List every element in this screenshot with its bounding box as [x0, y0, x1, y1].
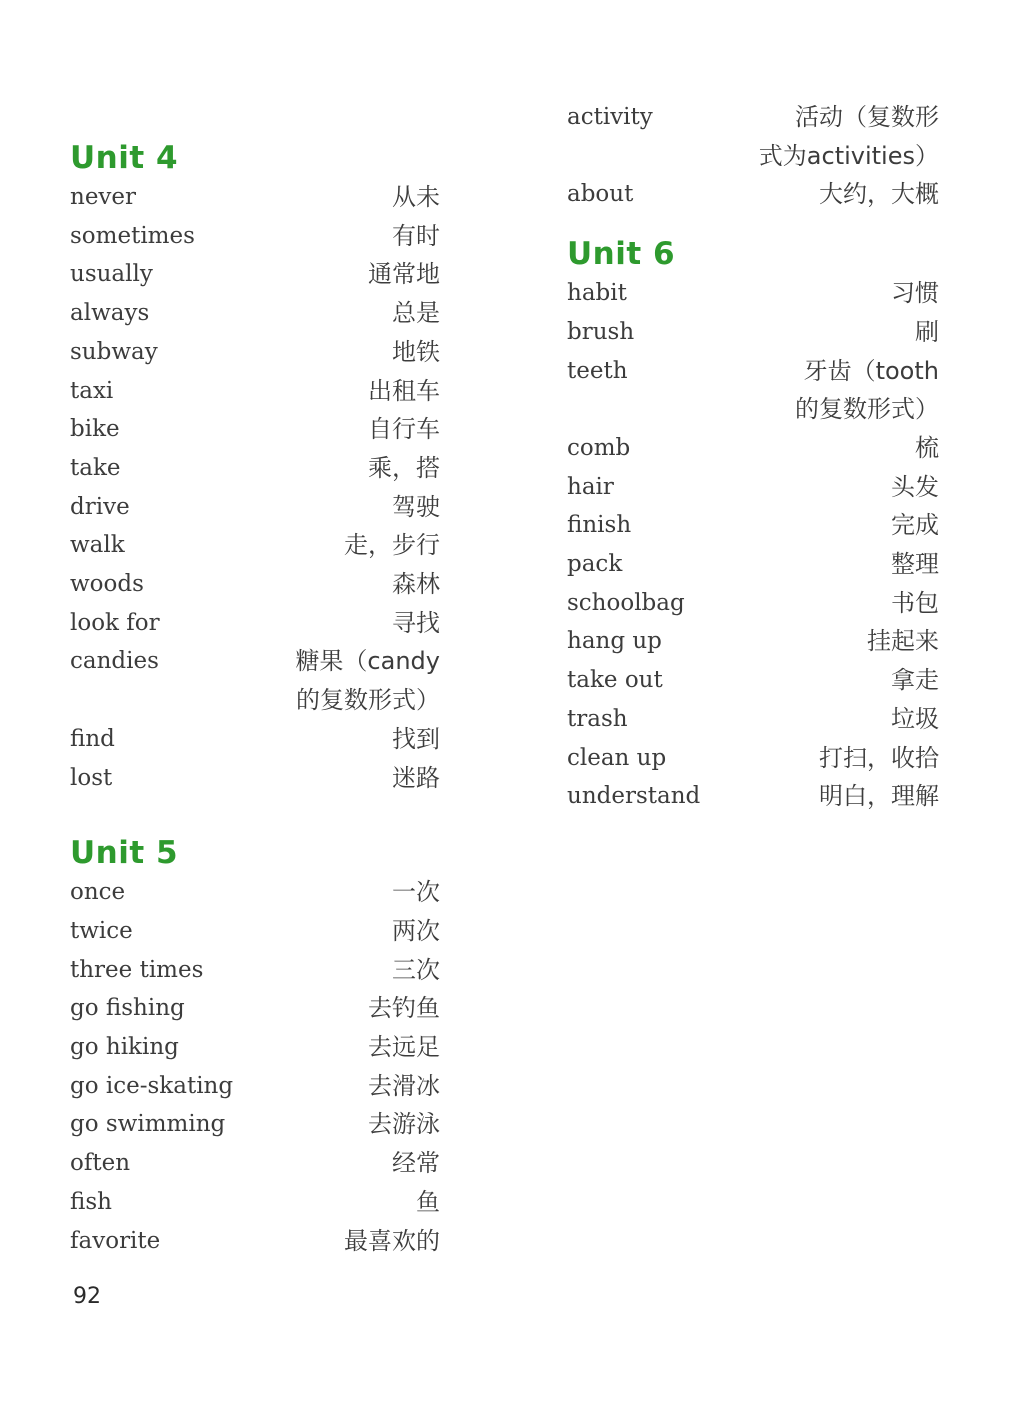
vocab-meaning: [392, 1144, 440, 1183]
vocab-meaning: [891, 584, 939, 623]
unit-4-heading: Unit 4: [70, 140, 179, 176]
meaning-line: 有时: [392, 221, 440, 250]
left-column: [70, 138, 440, 1260]
vocab-word: once: [70, 879, 126, 906]
vocab-word: favorite: [70, 1227, 161, 1254]
meaning-line: 通常地: [368, 260, 440, 289]
vocab-entry: [70, 178, 440, 217]
meaning-line: 拿走: [891, 666, 939, 695]
vocab-entry: [70, 1067, 440, 1106]
vocab-meaning: [891, 506, 939, 545]
unit-5-list: [70, 873, 440, 1260]
meaning-line: 自行车: [368, 415, 440, 444]
vocab-entry: [70, 217, 440, 256]
vocab-entry: [70, 1144, 440, 1183]
meaning-line: 挂起来: [867, 627, 939, 656]
meaning-line: 找到: [392, 724, 440, 753]
vocab-meaning: [392, 951, 440, 990]
meaning-line: 出租车: [368, 376, 440, 405]
page-number: 92: [73, 1284, 101, 1309]
meaning-line: 打扫，收拾: [819, 743, 939, 772]
vocab-word: find: [70, 725, 115, 752]
vocab-meaning: [368, 989, 440, 1028]
vocab-meaning: [368, 372, 440, 411]
vocab-word: about: [567, 181, 634, 208]
vocab-entry: [70, 1183, 440, 1222]
vocab-word: hang up: [567, 628, 662, 655]
meaning-line: 书包: [891, 588, 939, 617]
meaning-line: 活动（复数形: [795, 103, 939, 131]
vocab-meaning: [368, 1067, 440, 1106]
vocab-entry: [567, 506, 939, 545]
vocab-meaning: [891, 545, 939, 584]
vocab-entry: [70, 1028, 440, 1067]
vocab-word: activity: [567, 104, 653, 130]
vocab-word: usually: [70, 261, 153, 288]
vocab-entry: [567, 98, 939, 175]
vocab-word: walk: [70, 532, 125, 559]
continued-list: [567, 98, 939, 214]
vocab-word: woods: [70, 571, 144, 598]
vocab-word: often: [70, 1150, 131, 1177]
meaning-line: 三次: [392, 955, 440, 984]
vocab-meaning: [368, 1105, 440, 1144]
vocab-entry: [70, 912, 440, 951]
vocab-meaning: [392, 912, 440, 951]
vocab-word: understand: [567, 783, 701, 810]
vocab-meaning: [392, 720, 440, 759]
vocab-meaning: [368, 449, 440, 488]
vocab-entry: [70, 951, 440, 990]
vocab-word: never: [70, 184, 137, 210]
vocab-entry: [70, 255, 440, 294]
vocab-meaning: [819, 175, 939, 214]
vocab-meaning: [368, 1028, 440, 1067]
meaning-line: 寻找: [392, 608, 440, 637]
vocab-meaning: [392, 565, 440, 604]
meaning-line: 牙齿（tooth: [803, 356, 939, 385]
meaning-line: 头发: [891, 472, 939, 501]
meaning-line: 梳: [915, 433, 939, 462]
meaning-line: 去钓鱼: [368, 994, 440, 1023]
vocab-word: candies: [70, 648, 159, 675]
vocab-meaning: [392, 488, 440, 527]
vocab-entry: [567, 739, 939, 778]
vocab-entry: [70, 333, 440, 372]
vocab-meaning: [344, 1222, 440, 1261]
vocab-entry: [70, 372, 440, 411]
vocab-entry: [567, 313, 939, 352]
vocab-entry: [567, 274, 939, 313]
meaning-line: 驾驶: [392, 492, 440, 521]
meaning-line: 大约，大概: [819, 180, 939, 209]
unit-6-heading: Unit 6: [567, 236, 676, 273]
vocab-word: go fishing: [70, 995, 185, 1022]
vocab-word: lost: [70, 764, 113, 791]
vocab-meaning: [392, 178, 440, 217]
meaning-line: 去游泳: [368, 1110, 440, 1139]
vocab-word: take: [70, 454, 121, 481]
meaning-line: 垃圾: [891, 704, 939, 733]
vocab-meaning: [344, 526, 440, 565]
vocab-word: go hiking: [70, 1034, 179, 1061]
vocab-entry: [567, 584, 939, 623]
vocab-entry: [567, 468, 939, 507]
vocab-entry: [567, 175, 939, 214]
meaning-line: 明白，理解: [819, 782, 939, 811]
vocab-entry: [567, 777, 939, 816]
vocab-meaning: [295, 642, 440, 719]
meaning-line: 习惯: [891, 279, 939, 308]
meaning-line: 乘，搭: [368, 453, 440, 482]
unit-5-heading: Unit 5: [70, 835, 179, 872]
meaning-line: 地铁: [392, 337, 440, 366]
vocab-entry: [567, 352, 939, 429]
vocab-entry: [70, 294, 440, 333]
vocab-entry: [567, 622, 939, 661]
meaning-line: 刷: [915, 317, 939, 346]
vocab-entry: [70, 989, 440, 1028]
vocab-entry: [70, 720, 440, 759]
vocab-entry: [70, 410, 440, 449]
vocab-meaning: [392, 604, 440, 643]
unit-4-list: [70, 178, 440, 797]
vocab-meaning: [392, 333, 440, 372]
vocab-word: go swimming: [70, 1111, 226, 1138]
meaning-line: 去滑冰: [368, 1071, 440, 1100]
vocab-entry: [70, 604, 440, 643]
meaning-line: 最喜欢的: [344, 1226, 440, 1255]
vocab-meaning: [368, 410, 440, 449]
vocab-word: brush: [567, 318, 635, 345]
vocab-word: teeth: [567, 357, 628, 384]
vocab-meaning: [795, 352, 939, 429]
vocab-meaning: [392, 294, 440, 333]
vocab-meaning: [819, 739, 939, 778]
vocab-entry: [70, 526, 440, 565]
right-column: [567, 98, 939, 816]
vocab-meaning: [915, 429, 939, 468]
meaning-line: 森林: [392, 570, 440, 599]
vocab-meaning: [891, 274, 939, 313]
vocab-meaning: [368, 255, 440, 294]
vocab-word: twice: [70, 917, 133, 944]
vocab-word: hair: [567, 473, 614, 500]
vocab-meaning: [891, 468, 939, 507]
vocab-word: taxi: [70, 377, 114, 404]
vocab-entry: [70, 1222, 440, 1261]
vocab-word: finish: [567, 512, 632, 539]
vocab-word: look for: [70, 609, 160, 636]
meaning-line: 从未: [392, 183, 440, 211]
meaning-line: 整理: [891, 550, 939, 579]
vocab-word: bike: [70, 416, 120, 443]
meaning-line: 经常: [392, 1149, 440, 1178]
vocab-word: always: [70, 300, 150, 327]
meaning-line: 总是: [392, 299, 440, 328]
vocab-entry: [70, 565, 440, 604]
vocab-meaning: [891, 661, 939, 700]
vocab-entry: [70, 873, 440, 912]
vocab-word: drive: [70, 493, 130, 520]
vocab-word: three times: [70, 956, 204, 983]
vocab-word: trash: [567, 705, 628, 732]
vocab-word: fish: [70, 1188, 112, 1215]
vocab-entry: [567, 700, 939, 739]
vocab-meaning: [392, 217, 440, 256]
vocab-word: sometimes: [70, 222, 195, 249]
vocab-word: subway: [70, 338, 158, 365]
vocab-entry: [567, 545, 939, 584]
vocab-word: schoolbag: [567, 589, 685, 616]
meaning-line: 的复数形式）: [795, 395, 939, 424]
meaning-line: 糖果（candy: [295, 647, 440, 676]
vocab-entry: [70, 1105, 440, 1144]
vocab-meaning: [416, 1183, 440, 1222]
vocab-entry: [70, 449, 440, 488]
vocab-meaning: [392, 873, 440, 912]
vocab-meaning: [891, 700, 939, 739]
vocab-entry: [70, 759, 440, 798]
vocab-meaning: [915, 313, 939, 352]
meaning-line: 完成: [891, 511, 939, 540]
meaning-line: 一次: [392, 878, 440, 907]
unit-6-list: [567, 274, 939, 816]
meaning-line: 式为activities）: [758, 141, 939, 170]
vocab-entry: [70, 642, 440, 719]
vocab-meaning: [392, 759, 440, 798]
vocab-word: clean up: [567, 744, 667, 771]
meaning-line: 走，步行: [344, 531, 440, 560]
meaning-line: 鱼: [416, 1187, 440, 1216]
meaning-line: 迷路: [392, 763, 440, 792]
vocab-meaning: [759, 98, 939, 175]
vocab-meaning: [867, 622, 939, 661]
vocab-word: habit: [567, 280, 627, 307]
meaning-line: 两次: [392, 916, 440, 945]
vocab-word: comb: [567, 434, 631, 461]
vocab-word: take out: [567, 667, 663, 694]
meaning-line: 去远足: [368, 1033, 440, 1062]
vocab-entry: [567, 429, 939, 468]
vocab-word: pack: [567, 551, 623, 578]
vocab-entry: [567, 661, 939, 700]
meaning-line: 的复数形式）: [296, 686, 440, 715]
vocab-entry: [70, 488, 440, 527]
vocab-word: go ice-skating: [70, 1072, 234, 1099]
vocab-meaning: [819, 777, 939, 816]
